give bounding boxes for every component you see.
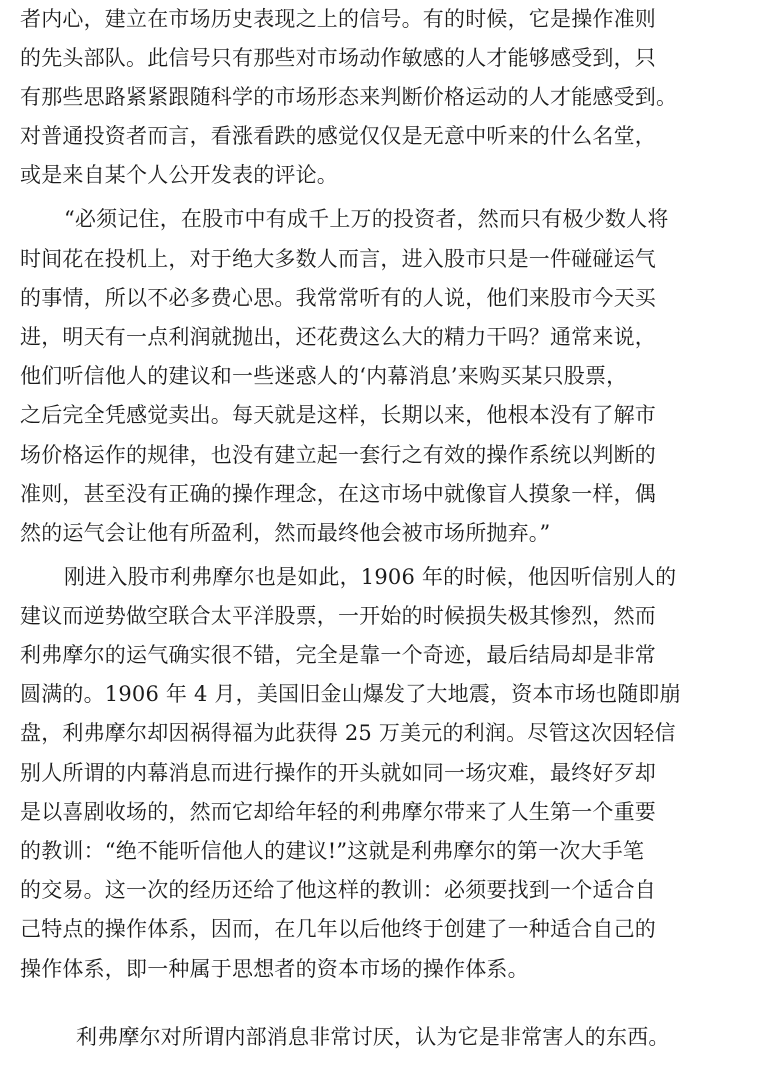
text-line: 之后完全凭感觉卖出。每天就是这样，长期以来，他根本没有了解市 (20, 403, 656, 427)
text-line: 操作体系，即一种属于思想者的资本市场的操作体系。 (20, 957, 529, 981)
text-line: 的教训：“绝不能听信他人的建议!”这就是利弗摩尔的第一次大手笔 (20, 839, 645, 863)
text-line: 利弗摩尔对所谓内部消息非常讨厌，认为它是非常害人的东西。 (76, 1025, 670, 1049)
text-line: 有那些思路紧紧跟随科学的市场形态来判断价格运动的人才能感受到。 (20, 85, 678, 109)
text-line: 圆满的。1906 年 4 月，美国旧金山爆发了大地震，资本市场也随即崩 (20, 682, 681, 706)
text-line: 的事情，所以不必多费心思。我常常听有的人说，他们来股市今天买 (20, 286, 656, 310)
text-line: 他们听信他人的建议和一些迷惑人的‘内幕消息’来购买某只股票， (20, 364, 628, 388)
text-line: 利弗摩尔的运气确实很不错，完全是靠一个奇迹，最后结局却是非常 (20, 643, 656, 667)
text-line: 时间花在投机上，对于绝大多数人而言，进入股市只是一件碰碰运气 (20, 247, 656, 271)
text-line: 是以喜剧收场的，然而它却给年轻的利弗摩尔带来了人生第一个重要 (20, 800, 656, 824)
text-line: 进，明天有一点利润就抛出，还花费这么大的精力干吗？通常来说， (20, 325, 656, 349)
text-line: 的交易。这一次的经历还给了他这样的教训：必须要找到一个适合自 (20, 878, 656, 902)
text-line: 刚进入股市利弗摩尔也是如此，1906 年的时候，他因听信别人的 (64, 565, 677, 589)
text-line: 对普通投资者而言，看涨看跌的感觉仅仅是无意中听来的什么名堂， (20, 124, 656, 148)
text-line: 己特点的操作体系，因而，在几年以后他终于创建了一种适合自己的 (20, 917, 656, 941)
text-line: 盘，利弗摩尔却因祸得福为此获得 25 万美元的利润。尽管这次因轻信 (20, 721, 676, 745)
text-line: 别人所谓的内幕消息而进行操作的开头就如同一场灾难，最终好歹却 (20, 761, 656, 785)
text-line: 的先头部队。此信号只有那些对市场动作敏感的人才能够感受到，只 (20, 46, 656, 70)
text-line: 建议而逆势做空联合太平洋股票，一开始的时候损失极其惨烈，然而 (20, 604, 656, 628)
text-line: 准则，甚至没有正确的操作理念，在这市场中就像盲人摸象一样，偶 (20, 482, 656, 506)
text-line: 或是来自某个人公开发表的评论。 (20, 163, 338, 187)
text-line: 者内心，建立在市场历史表现之上的信号。有的时候，它是操作准则 (20, 7, 656, 31)
text-line: 场价格运作的规律，也没有建立起一套行之有效的操作系统以判断的 (20, 443, 656, 467)
text-line: 然的运气会让他有所盈利，然而最终他会被市场所抛弃。” (20, 521, 551, 545)
text-line: “必须记住，在股市中有成千上万的投资者，然而只有极少数人将 (64, 207, 669, 231)
